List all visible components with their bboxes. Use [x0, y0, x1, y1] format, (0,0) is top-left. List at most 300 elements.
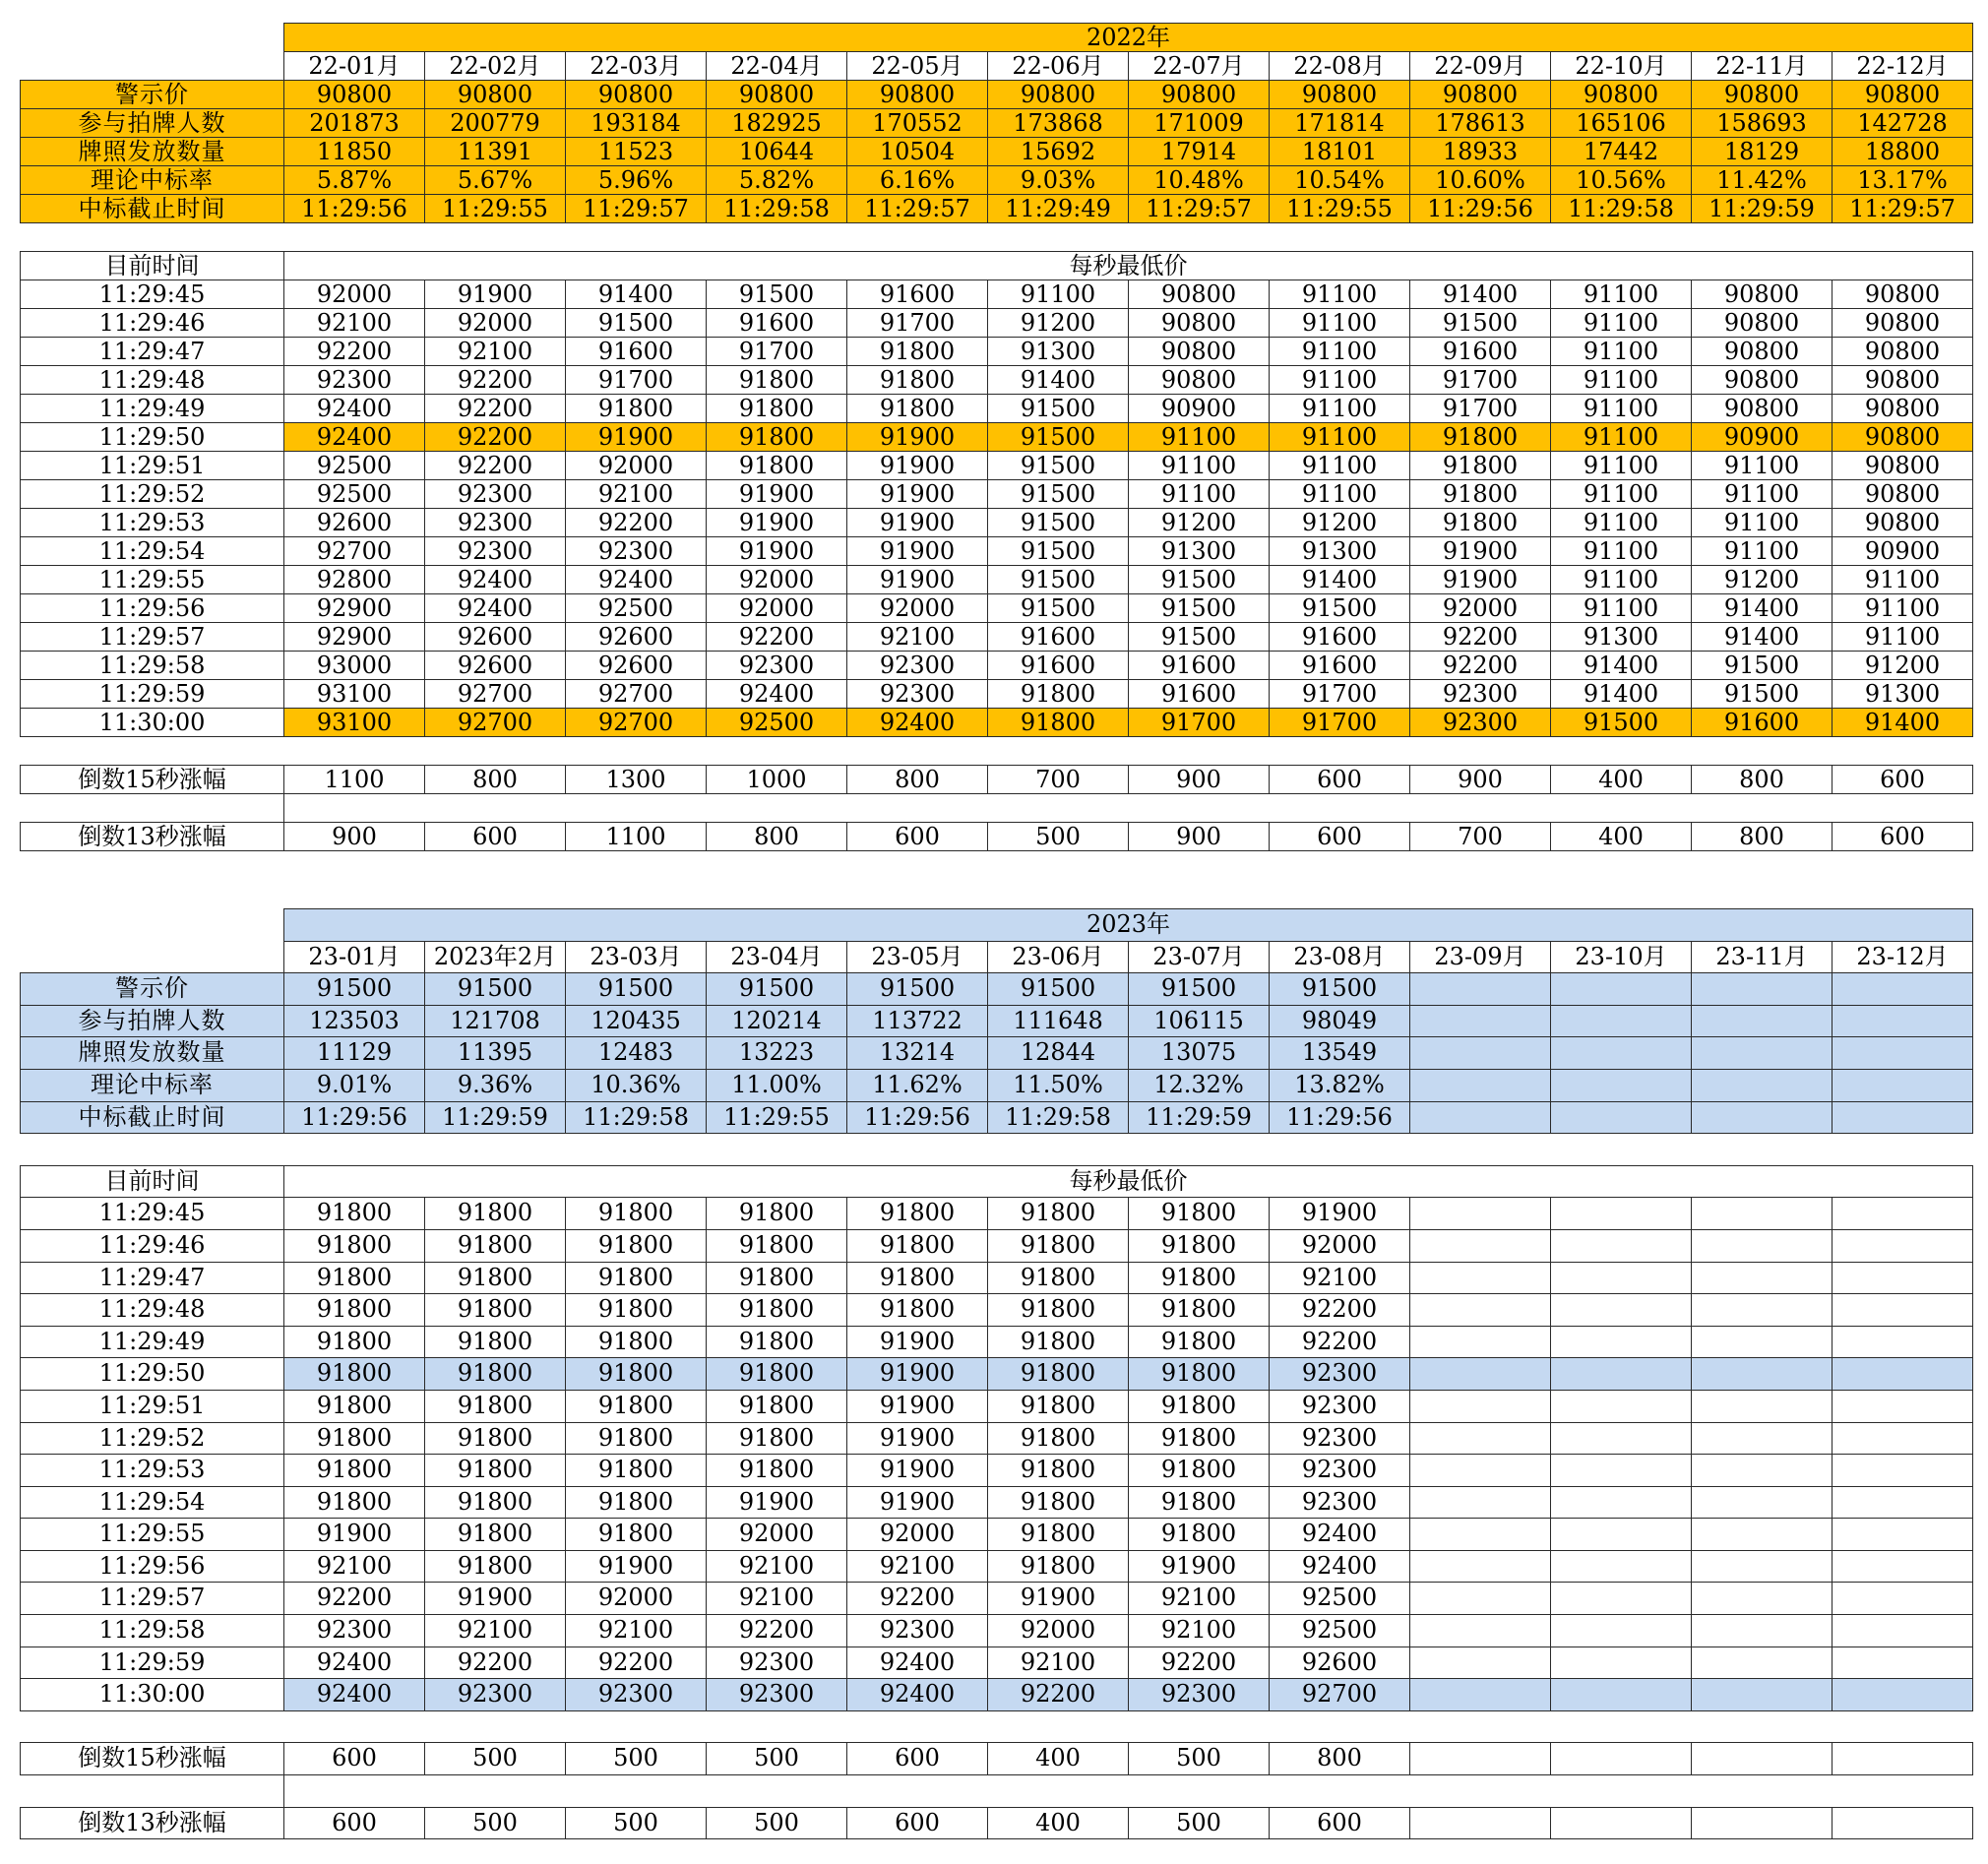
time-cell[interactable]: 11:29:49: [21, 1326, 284, 1358]
blank-cell[interactable]: [21, 941, 284, 973]
price-cell[interactable]: [1833, 1486, 1973, 1519]
stat-value[interactable]: [1833, 1037, 1973, 1070]
price-cell[interactable]: [1551, 1198, 1692, 1230]
price-cell[interactable]: 90800: [1833, 280, 1973, 309]
price-cell[interactable]: [1551, 1294, 1692, 1327]
price-cell[interactable]: 91200: [1270, 509, 1410, 537]
price-cell[interactable]: [1692, 1583, 1833, 1615]
price-cell[interactable]: 91800: [988, 1198, 1129, 1230]
stat-value[interactable]: 12.32%: [1129, 1069, 1270, 1101]
stat-value[interactable]: 15692: [988, 138, 1129, 166]
price-cell[interactable]: 92600: [566, 652, 707, 680]
year-title[interactable]: 2022年: [284, 24, 1973, 52]
stat-value[interactable]: 11.42%: [1692, 166, 1833, 195]
price-cell[interactable]: [1833, 1455, 1973, 1487]
price-cell[interactable]: [1551, 1455, 1692, 1487]
price-cell[interactable]: 92100: [1270, 1262, 1410, 1294]
price-cell[interactable]: 92300: [847, 652, 988, 680]
stat-value[interactable]: 90800: [847, 81, 988, 109]
price-cell[interactable]: [1551, 1229, 1692, 1262]
stat-value[interactable]: 12844: [988, 1037, 1129, 1070]
stat-value[interactable]: [1833, 1101, 1973, 1134]
stat-value[interactable]: 11:29:58: [707, 195, 847, 223]
price-cell[interactable]: 91900: [847, 452, 988, 480]
time-cell[interactable]: 11:29:56: [21, 594, 284, 623]
price-cell[interactable]: 91800: [847, 1198, 988, 1230]
price-cell[interactable]: 91300: [988, 338, 1129, 366]
month-header[interactable]: 23-03月: [566, 941, 707, 973]
price-cell[interactable]: 91500: [1551, 709, 1692, 737]
price-header[interactable]: 每秒最低价: [284, 252, 1973, 280]
price-cell[interactable]: 91800: [566, 1262, 707, 1294]
price-cell[interactable]: [1410, 1455, 1551, 1487]
price-cell[interactable]: 92300: [1129, 1679, 1270, 1711]
stat-value[interactable]: 13.17%: [1833, 166, 1973, 195]
stat-value[interactable]: 10.48%: [1129, 166, 1270, 195]
rise15-value[interactable]: [1692, 1743, 1833, 1775]
price-cell[interactable]: 91100: [988, 280, 1129, 309]
rise15-value[interactable]: 1300: [566, 766, 707, 794]
stat-value[interactable]: 90800: [707, 81, 847, 109]
price-cell[interactable]: 92400: [284, 1647, 425, 1679]
price-cell[interactable]: 91200: [1692, 566, 1833, 594]
price-cell[interactable]: 91800: [425, 1550, 566, 1583]
price-cell[interactable]: 92300: [425, 480, 566, 509]
price-cell[interactable]: 92400: [1270, 1550, 1410, 1583]
price-cell[interactable]: 91800: [425, 1326, 566, 1358]
rise13-value[interactable]: 600: [847, 823, 988, 851]
price-cell[interactable]: [1551, 1550, 1692, 1583]
price-cell[interactable]: 91500: [988, 480, 1129, 509]
time-cell[interactable]: 11:29:45: [21, 280, 284, 309]
rise15-value[interactable]: 500: [425, 1743, 566, 1775]
rise13-value[interactable]: 900: [1129, 823, 1270, 851]
stat-value[interactable]: 11:29:56: [1410, 195, 1551, 223]
price-cell[interactable]: [1551, 1422, 1692, 1455]
price-cell[interactable]: [1833, 1294, 1973, 1327]
price-cell[interactable]: 92200: [847, 1583, 988, 1615]
price-cell[interactable]: [1692, 1358, 1833, 1391]
price-cell[interactable]: 91800: [425, 1519, 566, 1551]
stat-value[interactable]: 11523: [566, 138, 707, 166]
price-cell[interactable]: [1692, 1550, 1833, 1583]
price-cell[interactable]: 92000: [566, 1583, 707, 1615]
price-cell[interactable]: 90900: [1833, 537, 1973, 566]
price-cell[interactable]: [1410, 1358, 1551, 1391]
stat-label[interactable]: 理论中标率: [21, 166, 284, 195]
rise15-value[interactable]: 1000: [707, 766, 847, 794]
stat-value[interactable]: [1551, 1069, 1692, 1101]
price-cell[interactable]: 92400: [284, 395, 425, 423]
stat-value[interactable]: 90800: [566, 81, 707, 109]
price-cell[interactable]: 90800: [1833, 366, 1973, 395]
price-cell[interactable]: 91800: [707, 1262, 847, 1294]
stat-value[interactable]: 11:29:57: [1833, 195, 1973, 223]
time-cell[interactable]: 11:29:53: [21, 1455, 284, 1487]
price-cell[interactable]: 91800: [425, 1390, 566, 1422]
price-cell[interactable]: 92200: [425, 366, 566, 395]
time-cell[interactable]: 11:29:46: [21, 309, 284, 338]
stat-value[interactable]: 142728: [1833, 109, 1973, 138]
stat-value[interactable]: [1833, 1069, 1973, 1101]
price-cell[interactable]: 92400: [847, 1679, 988, 1711]
price-cell[interactable]: 92200: [1129, 1647, 1270, 1679]
stat-value[interactable]: 11:29:56: [847, 1101, 988, 1134]
stat-value[interactable]: 5.82%: [707, 166, 847, 195]
price-cell[interactable]: 92000: [1410, 594, 1551, 623]
stat-value[interactable]: 178613: [1410, 109, 1551, 138]
month-header[interactable]: 23-10月: [1551, 941, 1692, 973]
rise15-label[interactable]: 倒数15秒涨幅: [21, 766, 284, 794]
price-cell[interactable]: 91400: [1410, 280, 1551, 309]
time-cell[interactable]: 11:29:50: [21, 423, 284, 452]
price-cell[interactable]: 91500: [1270, 594, 1410, 623]
rise15-value[interactable]: [1551, 1743, 1692, 1775]
price-cell[interactable]: 91300: [1129, 537, 1270, 566]
time-cell[interactable]: 11:29:59: [21, 1647, 284, 1679]
price-cell[interactable]: [1692, 1294, 1833, 1327]
price-cell[interactable]: 91800: [988, 1519, 1129, 1551]
price-cell[interactable]: [1551, 1647, 1692, 1679]
price-cell[interactable]: 92100: [707, 1583, 847, 1615]
stat-value[interactable]: [1692, 973, 1833, 1006]
time-cell[interactable]: 11:29:53: [21, 509, 284, 537]
price-cell[interactable]: 91100: [1270, 338, 1410, 366]
stat-value[interactable]: [1410, 1037, 1551, 1070]
rise13-value[interactable]: 600: [284, 1807, 425, 1839]
blank-cell[interactable]: [21, 909, 284, 942]
price-cell[interactable]: 91800: [847, 366, 988, 395]
price-cell[interactable]: [1410, 1294, 1551, 1327]
rise15-value[interactable]: 500: [566, 1743, 707, 1775]
rise15-value[interactable]: 800: [425, 766, 566, 794]
price-cell[interactable]: 92100: [425, 338, 566, 366]
stat-value[interactable]: 9.03%: [988, 166, 1129, 195]
price-cell[interactable]: 91700: [847, 309, 988, 338]
stat-value[interactable]: 91500: [988, 973, 1129, 1006]
price-cell[interactable]: 91800: [566, 1486, 707, 1519]
price-cell[interactable]: 91800: [1129, 1358, 1270, 1391]
price-cell[interactable]: 91300: [1270, 537, 1410, 566]
month-header[interactable]: 23-12月: [1833, 941, 1973, 973]
price-cell[interactable]: 91800: [566, 1229, 707, 1262]
price-cell[interactable]: 91800: [1129, 1229, 1270, 1262]
price-cell[interactable]: 90800: [1692, 338, 1833, 366]
time-cell[interactable]: 11:29:52: [21, 480, 284, 509]
rise13-value[interactable]: 1100: [566, 823, 707, 851]
stat-value[interactable]: [1551, 973, 1692, 1006]
price-cell[interactable]: 91500: [988, 395, 1129, 423]
price-cell[interactable]: 91900: [566, 423, 707, 452]
price-cell[interactable]: 91900: [847, 537, 988, 566]
price-cell[interactable]: 92300: [707, 1679, 847, 1711]
rise15-value[interactable]: 600: [847, 1743, 988, 1775]
price-cell[interactable]: 92200: [1270, 1326, 1410, 1358]
time-cell[interactable]: 11:29:47: [21, 1262, 284, 1294]
price-cell[interactable]: 92100: [707, 1550, 847, 1583]
price-cell[interactable]: 92000: [1270, 1229, 1410, 1262]
price-cell[interactable]: 92400: [847, 709, 988, 737]
price-cell[interactable]: 90800: [1833, 309, 1973, 338]
price-cell[interactable]: 90800: [1692, 395, 1833, 423]
price-cell[interactable]: 91800: [425, 1262, 566, 1294]
rise15-value[interactable]: [1833, 1743, 1973, 1775]
stat-value[interactable]: [1692, 1005, 1833, 1037]
price-cell[interactable]: 91800: [988, 1358, 1129, 1391]
stat-value[interactable]: 200779: [425, 109, 566, 138]
price-cell[interactable]: 91400: [1551, 652, 1692, 680]
rise15-value[interactable]: 900: [1410, 766, 1551, 794]
price-cell[interactable]: 92400: [284, 423, 425, 452]
price-cell[interactable]: 92300: [1270, 1358, 1410, 1391]
price-cell[interactable]: 92200: [707, 1615, 847, 1647]
price-cell[interactable]: 91600: [847, 280, 988, 309]
price-cell[interactable]: 91800: [707, 1229, 847, 1262]
price-cell[interactable]: 91800: [988, 1422, 1129, 1455]
time-header[interactable]: 目前时间: [21, 252, 284, 280]
stat-value[interactable]: 11:29:59: [1692, 195, 1833, 223]
price-cell[interactable]: 91300: [1833, 680, 1973, 709]
price-cell[interactable]: 91800: [284, 1326, 425, 1358]
stat-value[interactable]: 193184: [566, 109, 707, 138]
price-cell[interactable]: 91100: [1551, 280, 1692, 309]
price-cell[interactable]: [1833, 1615, 1973, 1647]
stat-value[interactable]: 9.01%: [284, 1069, 425, 1101]
price-cell[interactable]: 91400: [1833, 709, 1973, 737]
stat-value[interactable]: 90800: [1692, 81, 1833, 109]
stat-value[interactable]: 90800: [988, 81, 1129, 109]
price-cell[interactable]: 91500: [1692, 652, 1833, 680]
month-header[interactable]: 23-04月: [707, 941, 847, 973]
price-cell[interactable]: [1410, 1262, 1551, 1294]
stat-value[interactable]: 106115: [1129, 1005, 1270, 1037]
price-cell[interactable]: 91100: [1270, 366, 1410, 395]
price-cell[interactable]: 91800: [1410, 452, 1551, 480]
stat-value[interactable]: 11395: [425, 1037, 566, 1070]
stat-label[interactable]: 牌照发放数量: [21, 1037, 284, 1070]
rise13-value[interactable]: [1692, 1807, 1833, 1839]
gap-cell[interactable]: [284, 794, 1973, 823]
price-cell[interactable]: 91800: [707, 1198, 847, 1230]
month-header[interactable]: 23-11月: [1692, 941, 1833, 973]
price-cell[interactable]: 91300: [1551, 623, 1692, 652]
price-cell[interactable]: 91100: [1551, 395, 1692, 423]
price-cell[interactable]: 92800: [284, 566, 425, 594]
stat-value[interactable]: 18129: [1692, 138, 1833, 166]
stat-value[interactable]: 11:29:59: [1129, 1101, 1270, 1134]
price-cell[interactable]: 91800: [566, 1422, 707, 1455]
stat-value[interactable]: [1551, 1005, 1692, 1037]
stat-value[interactable]: 5.87%: [284, 166, 425, 195]
price-cell[interactable]: [1692, 1455, 1833, 1487]
stat-value[interactable]: 10.36%: [566, 1069, 707, 1101]
price-cell[interactable]: [1410, 1326, 1551, 1358]
price-cell[interactable]: 92000: [707, 566, 847, 594]
price-cell[interactable]: [1692, 1615, 1833, 1647]
price-cell[interactable]: 91100: [1551, 594, 1692, 623]
price-cell[interactable]: 92400: [425, 566, 566, 594]
price-cell[interactable]: 92600: [284, 509, 425, 537]
price-cell[interactable]: [1833, 1326, 1973, 1358]
price-cell[interactable]: 91800: [1410, 480, 1551, 509]
price-cell[interactable]: 92100: [847, 623, 988, 652]
price-cell[interactable]: 92300: [1270, 1455, 1410, 1487]
price-cell[interactable]: [1692, 1198, 1833, 1230]
stat-value[interactable]: 11:29:56: [284, 1101, 425, 1134]
price-cell[interactable]: 91800: [425, 1294, 566, 1327]
rise13-value[interactable]: [1551, 1807, 1692, 1839]
price-cell[interactable]: 91900: [847, 1422, 988, 1455]
price-cell[interactable]: 91900: [847, 1390, 988, 1422]
rise13-value[interactable]: 600: [1270, 823, 1410, 851]
stat-value[interactable]: 6.16%: [847, 166, 988, 195]
stat-label[interactable]: 参与拍牌人数: [21, 109, 284, 138]
time-cell[interactable]: 11:29:57: [21, 623, 284, 652]
price-cell[interactable]: 92200: [425, 423, 566, 452]
gap-cell[interactable]: [21, 1775, 284, 1808]
price-cell[interactable]: 91800: [988, 1455, 1129, 1487]
stat-value[interactable]: 11:29:56: [1270, 1101, 1410, 1134]
stat-value[interactable]: 11129: [284, 1037, 425, 1070]
price-cell[interactable]: 91600: [1129, 652, 1270, 680]
time-cell[interactable]: 11:29:49: [21, 395, 284, 423]
price-cell[interactable]: 91800: [1129, 1294, 1270, 1327]
price-cell[interactable]: 91800: [847, 1262, 988, 1294]
price-cell[interactable]: 90800: [1129, 280, 1270, 309]
price-cell[interactable]: 91800: [847, 1294, 988, 1327]
month-header[interactable]: 22-02月: [425, 52, 566, 81]
price-cell[interactable]: 91900: [425, 280, 566, 309]
price-cell[interactable]: 90800: [1833, 452, 1973, 480]
price-cell[interactable]: 91800: [707, 1455, 847, 1487]
price-cell[interactable]: 91500: [988, 509, 1129, 537]
price-cell[interactable]: 92100: [1129, 1615, 1270, 1647]
stat-value[interactable]: 123503: [284, 1005, 425, 1037]
price-cell[interactable]: 91600: [1270, 623, 1410, 652]
price-cell[interactable]: 91800: [988, 1262, 1129, 1294]
price-cell[interactable]: 91500: [988, 594, 1129, 623]
price-cell[interactable]: 91400: [1270, 566, 1410, 594]
price-cell[interactable]: 92400: [1270, 1519, 1410, 1551]
price-cell[interactable]: 92600: [425, 623, 566, 652]
month-header[interactable]: 22-08月: [1270, 52, 1410, 81]
price-cell[interactable]: 91600: [988, 623, 1129, 652]
month-header[interactable]: 22-12月: [1833, 52, 1973, 81]
stat-value[interactable]: 11:29:55: [425, 195, 566, 223]
rise13-value[interactable]: 700: [1410, 823, 1551, 851]
price-cell[interactable]: 91100: [1551, 423, 1692, 452]
price-cell[interactable]: 92500: [566, 594, 707, 623]
price-cell[interactable]: 91600: [1129, 680, 1270, 709]
rise13-value[interactable]: 500: [425, 1807, 566, 1839]
month-header[interactable]: 23-05月: [847, 941, 988, 973]
rise13-label[interactable]: 倒数13秒涨幅: [21, 823, 284, 851]
price-cell[interactable]: 91900: [847, 1358, 988, 1391]
rise13-value[interactable]: 400: [1551, 823, 1692, 851]
stat-value[interactable]: 11391: [425, 138, 566, 166]
price-cell[interactable]: 90800: [1129, 338, 1270, 366]
stat-label[interactable]: 理论中标率: [21, 1069, 284, 1101]
time-cell[interactable]: 11:30:00: [21, 709, 284, 737]
price-cell[interactable]: 90800: [1129, 366, 1270, 395]
price-cell[interactable]: 91800: [847, 338, 988, 366]
stat-value[interactable]: 91500: [566, 973, 707, 1006]
price-cell[interactable]: 91700: [1270, 680, 1410, 709]
price-cell[interactable]: [1692, 1679, 1833, 1711]
stat-value[interactable]: 10.54%: [1270, 166, 1410, 195]
stat-value[interactable]: 11850: [284, 138, 425, 166]
price-cell[interactable]: 92100: [425, 1615, 566, 1647]
price-cell[interactable]: 91800: [425, 1486, 566, 1519]
price-cell[interactable]: 92000: [847, 594, 988, 623]
price-cell[interactable]: 91900: [707, 509, 847, 537]
stat-value[interactable]: 18800: [1833, 138, 1973, 166]
stat-value[interactable]: 90800: [425, 81, 566, 109]
price-cell[interactable]: 92400: [284, 1679, 425, 1711]
stat-value[interactable]: 11:29:57: [847, 195, 988, 223]
price-cell[interactable]: 92500: [707, 709, 847, 737]
price-cell[interactable]: 91800: [284, 1390, 425, 1422]
price-cell[interactable]: 92600: [425, 652, 566, 680]
stat-value[interactable]: [1410, 1101, 1551, 1134]
stat-value[interactable]: 11:29:57: [1129, 195, 1270, 223]
stat-value[interactable]: [1410, 973, 1551, 1006]
time-cell[interactable]: 11:29:52: [21, 1422, 284, 1455]
price-cell[interactable]: 91800: [988, 1294, 1129, 1327]
price-cell[interactable]: 91100: [1692, 480, 1833, 509]
price-cell[interactable]: 92200: [988, 1679, 1129, 1711]
price-cell[interactable]: 91800: [1129, 1455, 1270, 1487]
month-header[interactable]: 22-03月: [566, 52, 707, 81]
price-cell[interactable]: 91100: [1551, 338, 1692, 366]
stat-value[interactable]: [1551, 1101, 1692, 1134]
price-cell[interactable]: 91500: [566, 309, 707, 338]
stat-value[interactable]: 11:29:58: [1551, 195, 1692, 223]
price-cell[interactable]: 91900: [707, 537, 847, 566]
price-cell[interactable]: [1551, 1486, 1692, 1519]
stat-value[interactable]: 9.36%: [425, 1069, 566, 1101]
price-cell[interactable]: 92200: [425, 1647, 566, 1679]
stat-value[interactable]: 170552: [847, 109, 988, 138]
month-header[interactable]: 22-04月: [707, 52, 847, 81]
price-cell[interactable]: 90800: [1833, 480, 1973, 509]
stat-value[interactable]: 91500: [284, 973, 425, 1006]
time-cell[interactable]: 11:29:51: [21, 452, 284, 480]
price-cell[interactable]: 91400: [1551, 680, 1692, 709]
price-cell[interactable]: 91500: [1129, 566, 1270, 594]
price-cell[interactable]: 91800: [425, 1455, 566, 1487]
price-cell[interactable]: [1551, 1615, 1692, 1647]
price-cell[interactable]: 91500: [1129, 623, 1270, 652]
price-cell[interactable]: 91800: [988, 1486, 1129, 1519]
stat-value[interactable]: 11.62%: [847, 1069, 988, 1101]
price-cell[interactable]: 91700: [1410, 366, 1551, 395]
price-cell[interactable]: 91700: [566, 366, 707, 395]
price-cell[interactable]: 91900: [707, 480, 847, 509]
price-cell[interactable]: 92700: [284, 537, 425, 566]
price-cell[interactable]: 91800: [988, 1390, 1129, 1422]
price-cell[interactable]: 91900: [707, 1486, 847, 1519]
price-cell[interactable]: 92200: [566, 1647, 707, 1679]
price-cell[interactable]: 91800: [1410, 509, 1551, 537]
price-cell[interactable]: 91100: [1551, 309, 1692, 338]
rise15-value[interactable]: [1410, 1743, 1551, 1775]
price-cell[interactable]: 91800: [284, 1198, 425, 1230]
price-cell[interactable]: [1410, 1198, 1551, 1230]
price-cell[interactable]: 92200: [425, 452, 566, 480]
price-cell[interactable]: 91800: [707, 366, 847, 395]
price-cell[interactable]: 91500: [1129, 594, 1270, 623]
